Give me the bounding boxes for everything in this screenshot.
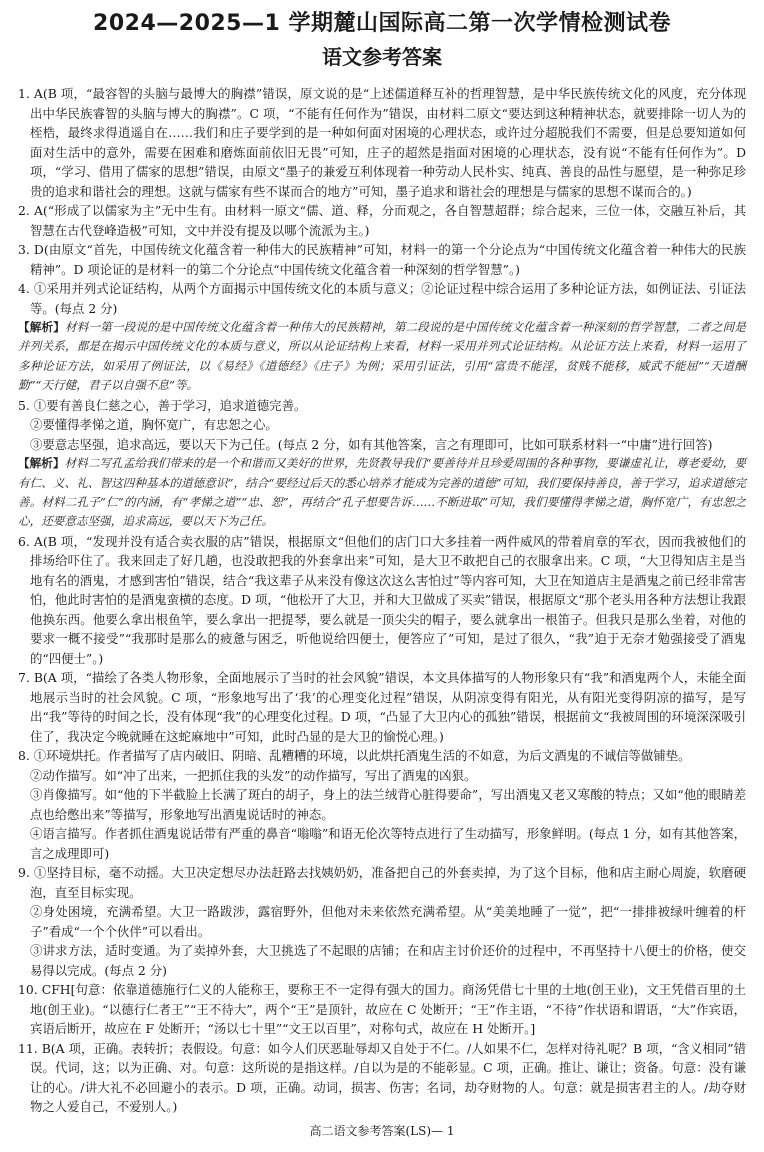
analysis-tag: 【解析】 <box>18 320 65 334</box>
answer-2: 2. A(“形成了以儒家为主”无中生有。由材料一原文“儒、道、释，分而观之，各自智慧超群；综合起来，三位一体，交融互补后，其智慧在古代登峰造极”可知，文中并没有提及以哪个流派为主。) <box>18 203 746 238</box>
analysis-4 <box>18 318 746 396</box>
analysis-5 <box>18 454 746 532</box>
answer-8-point-2: ②动作描写。如“冲了出来，一把抓住我的头发”的动作描写，写出了酒鬼的凶狠。 <box>30 767 477 783</box>
page-subtitle: 语文参考答案 <box>322 45 442 69</box>
answer-list <box>18 84 746 1117</box>
answer-8-point-4: ④语言描写。作者抓住酒鬼说话带有严重的鼻音“嗡嗡”和语无伦次等特点进行了生动描写，形象鲜明。(每点 1 分，如有其他答案，言之成理即可) <box>30 826 746 861</box>
answer-11: 11. B(A 项，正确。表转折；表假设。句意：如今人们厌恶耻辱却又自处于不仁。/人如果不仁，怎样对待礼呢？B 项，“含义相同”错误。代词，这；以为正确、对。句意：这所说的是指这样。/自以为是的不能彰显。C 项，正确。推让、谦让；资备。句意：没有谦让的心。/讲大礼不必回避小的表示。D 项，正确。动词，损害、伤害；名词，劫夺财物的人。句意：就是损害君主的人。/劫夺财物之人爱自己，不爱别人。) <box>18 1040 746 1115</box>
answer-7: 7. B(A 项，“描绘了各类人物形象，全面地展示了当时的社会风貌”错误，本文具体描写的人物形象只有“我”和酒鬼两个人，未能全面地展示当时的社会风貌。C 项，“形象地写出了‘我’的心理变化过程”错误，从阴凉变得有阳光，从有阳光变得阴凉的描写，是写出“我”等待的时间之长，没有体现“我”的心理变化过程。D 项，“凸显了大卫内心的孤独”错误，根据前文“我被周围的环境深深吸引住了，我决定今晚就睡在这蛇麻地中”可知，此时凸显的是大卫的愉悦心理。) <box>18 670 746 744</box>
answer-9-point-3: ③讲求方法，适时变通。为了卖掉外套，大卫挑选了不起眼的店铺；在和店主讨价还价的过程中，不再坚持十八便士的价格，使交易得以完成。(每点 2 分) <box>30 943 746 978</box>
answer-1: 1. A(B 项，“最容智的头脑与最博大的胸襟”错误，原文说的是“上述儒道释互补的哲理智慧，是中华民族传统文化的风度，充分体现出中华民族睿智的头脑与博大的胸襟”。C 项，“不能有任何作为”错误，由材料二原文“要达到这种精神状态，就要排除一切人为的桎梏，最终求得逍遥自在……我们和庄子要学到的是一种如何面对困境的心理状态，或许过分超脱我们不需要，但是总要知道如何面对生活中的意外，需要在困难和磨炼面前依旧无畏”可知，庄子的超然是指面对困境的心理状态，没有说“不能有任何作为”。D 项，“学习、借用了儒家的思想”错误，由原文“墨子的兼爱互利体现着一种劳动人民朴实、纯真、善良的品性与愿望，是一种弥足珍贵的追求和谐社会的理想。这就与儒家有些不谋而合的地方”可知，墨子追求和谐社会的理想是与儒家的思想不谋而合的。) <box>18 86 746 199</box>
answer-5: 5. ①要有善良仁慈之心，善于学习，追求道德完善。 <box>18 397 307 413</box>
answer-10: 10. CFH[句意：依靠道德施行仁义的人能称王，要称王不一定得有强大的国力。商汤凭借七十里的土地(创王业)，文王凭借百里的土地(创王业)。“以德行仁者王”“王不待大”，两个“王”是顶针，故应在 C 处断开；“王”作主语，“不待”作状语和谓语，“大”作宾语，宾语后断开，故应在 F 处断开；“汤以七十里”“文王以百里”，对称句式，故应在 H 处断开。] <box>18 982 746 1037</box>
answer-5-point-2: ②要懂得孝悌之道，胸怀宽广，有忠恕之心。 <box>30 417 278 433</box>
page-title: 2024—2025—1 学期麓山国际高二第一次学情检测试卷 <box>93 11 671 36</box>
answer-9: 9. ①坚持目标，毫不动摇。大卫决定想尽办法赶路去找姨奶奶，准备把自己的外套卖掉，为了这个目标，他和店主耐心周旋，软磨硬泡，直至目标实现。 <box>18 865 746 900</box>
answer-5-point-3: ③要意志坚强，追求高远，要以天下为己任。(每点 2 分，如有其他答案，言之有理即可，比如可联系材料一“中庸”进行回答) <box>30 436 713 452</box>
answer-9-point-2: ②身处困境，充满希望。大卫一路跋涉，露宿野外，但他对未来依然充满希望。从“美美地睡了一觉”，把“一排排被绿叶缠着的杆子”看成“一个个伙伴”可以看出。 <box>30 904 746 939</box>
answer-8: 8. ①环境烘托。作者描写了店内破旧、阴暗、乱糟糟的环境，以此烘托酒鬼生活的不如意，为后文酒鬼的不诚信等做铺垫。 <box>18 748 691 764</box>
page-footer: 高二语文参考答案(LS)— 1 <box>309 1124 455 1138</box>
answer-8-point-3: ③肖像描写。如“他的下半截脸上长满了斑白的胡子，身上的法兰绒背心脏得要命”，写出酒鬼又老又寒酸的特点；又如“他的眼睛差点也给憋出来”等描写，形象地写出酒鬼说话时的神态。 <box>30 787 746 822</box>
analysis-5-text: 材料二写孔孟给我们带来的是一个和谐而又美好的世界，先贤教导我们“要善待并且珍爱周围的各种事物，要谦虚礼让，尊老爱幼，要有仁、义、礼、智这四种基本的道德意识”，结合“要经过后天的悉心培养才能成为完善的道德”可知，我们要保持善良，善于学习，追求道德完善。材料二孔子“仁”的内涵，有“孝悌之道”“忠、恕”，再结合“孔子想要告诉……不断进取”可知，我们要懂得孝悌之道，胸怀宽广，有忠恕之心，还要意志坚强，追求高远，要以天下为己任。 <box>18 456 746 529</box>
analysis-4-text: 材料一第一段说的是中国传统文化蕴含着一种伟大的民族精神，第二段说的是中国传统文化蕴含着一种深刻的哲学智慧，二者之间是并列关系，都是在揭示中国传统文化的本质与意义，所以从论证结构上来看，材料一采用并列式论证结构。从论证方法上来看，材料一运用了多种论证方法，如采用了例证法，以《易经》《道德经》《庄子》为例；采用引证法，引用“富贵不能淫，贫贱不能移，威武不能屈”“天道酬勤”“天行健，君子以自强不息”等。 <box>18 320 746 393</box>
answer-4: 4. ①采用并列式论证结构，从两个方面揭示中国传统文化的本质与意义；②论证过程中综合运用了多种论证方法，如例证法、引证法等。(每点 2 分) <box>18 281 746 316</box>
analysis-tag: 【解析】 <box>18 456 65 471</box>
answer-6: 6. A(B 项，“发现并没有适合卖衣服的店”错误，根据原文“但他们的店门口大多挂着一两件威风的带着肩章的军衣，因而我被他们的排场给吓住了。我来回走了好几趟，也没敢把我的外套拿出来”可知，是大卫不敢把自己的衣服拿出来。C 项，“大卫得知店主是当地有名的酒鬼，才感到害怕”错误，结合“我这辈子从来没有像这次这么害怕过”等内容可知，大卫在知道店主是酒鬼之前已经非常害怕，他此时害怕的是酒鬼蛮横的态度。D 项，“他松开了大卫，并和大卫做成了买卖”错误，根据原文“那个老头用各种方法想让我跟他换东西。他要么拿出根鱼竿，要么拿出一把提琴，要么就是一顶尖尖的帽子，要么就拿出一根笛子。但我只是那么坐着，对他的要求一概不接受”“我那时是那么的疲惫与困乏，听他说给四便士，便答应了”可知，是过了很久，“我”迫于无奈才勉强接受了酒鬼的“四便士”。) <box>18 533 746 666</box>
answer-3: 3. D(由原文“首先，中国传统文化蕴含着一种伟大的民族精神”可知，材料一的第一个分论点为“中国传统文化蕴含着一种伟大的民族精神”。D 项论证的是材料一的第二个分论点“中国传统文化蕴含着一种深刻的哲学智慧”。) <box>18 242 746 277</box>
